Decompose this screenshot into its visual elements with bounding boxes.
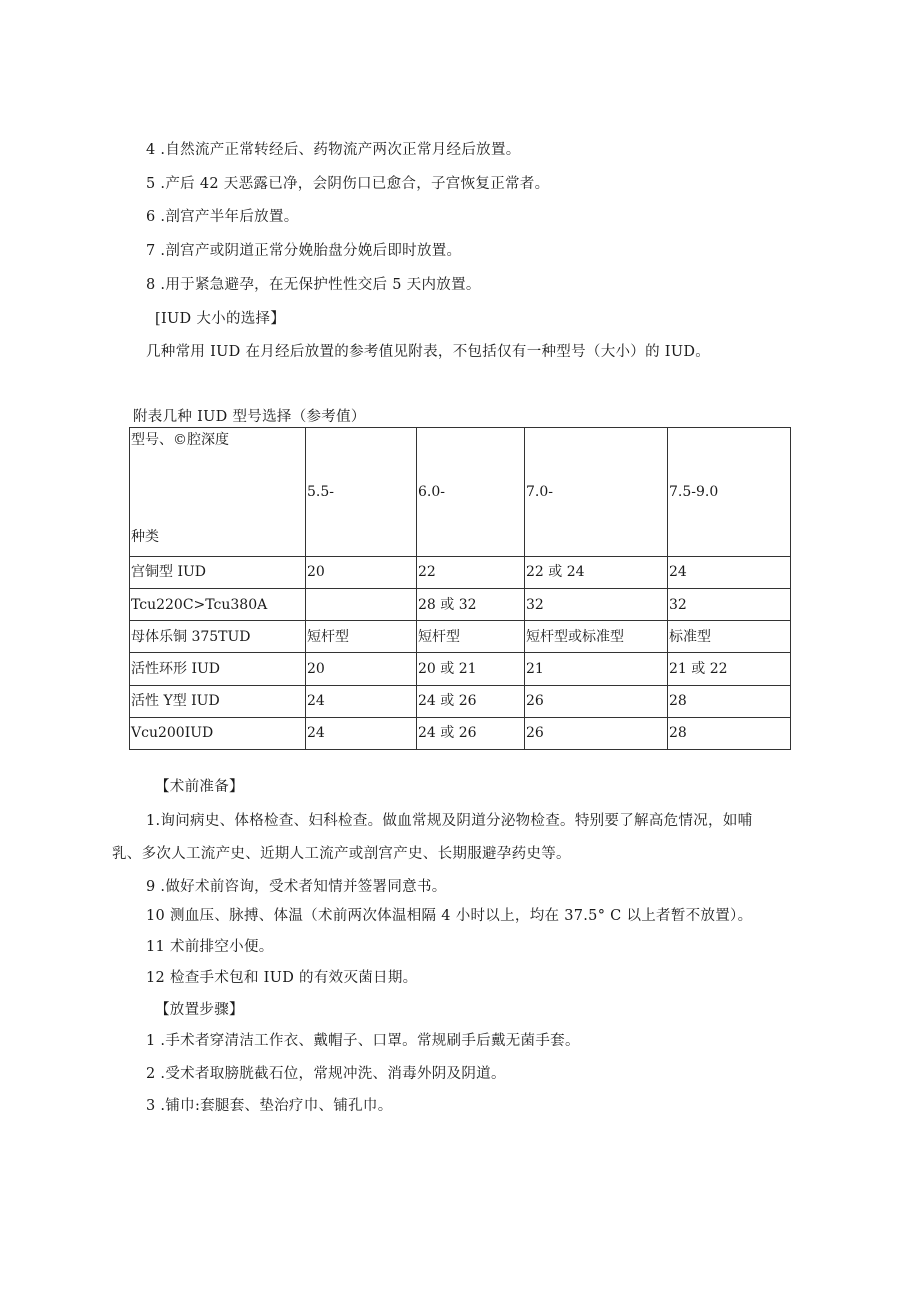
table-cell: Vcu200IUD	[130, 717, 306, 749]
section-heading-preop: 【术前准备】	[155, 779, 244, 795]
table-cell: 短杆型或标准型	[525, 621, 668, 653]
table-cell: 标准型	[668, 621, 791, 653]
table-header-corner	[130, 428, 306, 557]
column-header: 7.0-	[525, 428, 668, 557]
header-corner-top: 型号、©腔深度	[131, 432, 229, 448]
table-cell: 短杆型	[306, 621, 417, 653]
column-header: 7.5-9.0	[668, 428, 791, 557]
table-row	[130, 588, 791, 620]
table-row	[130, 717, 791, 749]
section-heading-steps: 【放置步骤】	[155, 1002, 244, 1018]
table-cell: 32	[668, 588, 791, 620]
table-cell: 26	[525, 717, 668, 749]
table-cell: 21	[525, 653, 668, 685]
table-cell: 母体乐铜 375TUD	[130, 621, 306, 653]
table-cell: 24	[668, 556, 791, 588]
table-cell: 28	[668, 685, 791, 717]
list-item: 7 .剖宫产或阴道正常分娩胎盘分娩后即时放置。	[146, 243, 462, 259]
header-corner-bottom: 种类	[131, 528, 159, 545]
list-item: 1 .手术者穿清洁工作衣、戴帽子、口罩。常规刷手后戴无菌手套。	[146, 1033, 580, 1049]
table-cell: 20	[306, 556, 417, 588]
section-heading-iud-size: [IUD 大小的选择】	[155, 311, 286, 327]
preop-paragraph-line2: 乳、多次人工流产史、近期人工流产或剖宫产史、长期服避孕药史等。	[112, 846, 571, 862]
table-cell: 21 或 22	[668, 653, 791, 685]
column-header: 5.5-	[306, 428, 417, 557]
list-item: 3 .铺巾:套腿套、垫治疗巾、铺孔巾。	[146, 1098, 393, 1114]
table-cell: 26	[525, 685, 668, 717]
table-cell: 20 或 21	[417, 653, 525, 685]
iud-size-table	[129, 427, 791, 750]
table-row	[130, 685, 791, 717]
table-cell: 22	[417, 556, 525, 588]
table-cell: 20	[306, 653, 417, 685]
list-item: 12 检查手术包和 IUD 的有效灭菌日期。	[146, 970, 418, 986]
table-cell: 宫铜型 IUD	[130, 556, 306, 588]
list-item: 9 .做好术前咨询，受术者知情并签署同意书。	[146, 879, 447, 895]
list-item: 11 术前排空小便。	[146, 939, 274, 955]
table-cell: 活性环形 IUD	[130, 653, 306, 685]
table-cell: 24 或 26	[417, 685, 525, 717]
table-cell: 28	[668, 717, 791, 749]
table-row	[130, 653, 791, 685]
table-cell: 28 或 32	[417, 588, 525, 620]
table-header-row	[130, 428, 791, 557]
intro-paragraph: 几种常用 IUD 在月经后放置的参考值见附表，不包括仅有一种型号（大小）的 IUD。	[146, 344, 711, 360]
column-header: 6.0-	[417, 428, 525, 557]
table-row	[130, 556, 791, 588]
table-cell: 活性 Y型 IUD	[130, 685, 306, 717]
list-item: 2 .受术者取膀胱截石位，常规冲洗、消毒外阴及阴道。	[146, 1066, 506, 1082]
table-cell: 32	[525, 588, 668, 620]
list-item: 10 测血压、脉搏、体温（术前两次体温相隔 4 小时以上，均在 37.5° C 以上者暂不放置）。	[146, 908, 753, 924]
table-caption: 附表几种 IUD 型号选择（参考值）	[133, 409, 366, 425]
list-item: 8 .用于紧急避孕，在无保护性性交后 5 天内放置。	[146, 277, 481, 293]
table-row	[130, 621, 791, 653]
table-cell: 24 或 26	[417, 717, 525, 749]
list-item: 5 .产后 42 天恶露已净，会阴伤口已愈合，子宫恢复正常者。	[146, 176, 550, 192]
table-cell: 22 或 24	[525, 556, 668, 588]
table-cell: 24	[306, 717, 417, 749]
table-cell: 短杆型	[417, 621, 525, 653]
list-item: 4 .自然流产正常转经后、药物流产两次正常月经后放置。	[146, 142, 521, 158]
table-cell: Tcu220C>Tcu380A	[130, 588, 306, 620]
list-item: 6 .剖宫产半年后放置。	[146, 209, 299, 225]
preop-paragraph-line1: 1.询问病史、体格检查、妇科检查。做血常规及阴道分泌物检查。特别要了解高危情况，如哺	[146, 813, 753, 829]
table-cell: 24	[306, 685, 417, 717]
table-cell	[306, 588, 417, 620]
